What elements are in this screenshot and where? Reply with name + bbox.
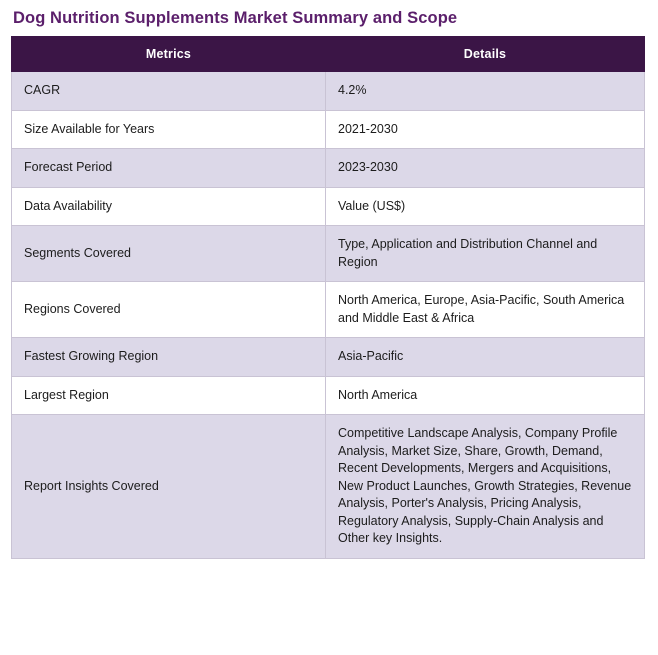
row-detail: 2021-2030 (326, 110, 645, 149)
row-detail: Competitive Landscape Analysis, Company Profile Analysis, Market Size, Share, Growth, Demand, Recent Developments, Mergers and Acquisitions, New Product Launches, Growth Strategies, Revenue Analysis, Porter's Analysis, Pricing Analysis, Regulatory Analysis, Supply-Chain Analysis and Other key Insights. (326, 415, 645, 559)
row-detail: Type, Application and Distribution Channel and Region (326, 226, 645, 282)
row-metric: Data Availability (12, 187, 326, 226)
table-row (12, 282, 645, 338)
row-detail: Value (US$) (326, 187, 645, 226)
table-row (12, 338, 645, 377)
row-metric: Forecast Period (12, 149, 326, 188)
row-metric: Fastest Growing Region (12, 338, 326, 377)
table-header-row (12, 37, 645, 72)
table-row (12, 149, 645, 188)
row-detail: North America, Europe, Asia-Pacific, South America and Middle East & Africa (326, 282, 645, 338)
table-row (12, 226, 645, 282)
column-header-metrics: Metrics (12, 37, 326, 72)
row-metric: Report Insights Covered (12, 415, 326, 559)
row-metric: Regions Covered (12, 282, 326, 338)
table-row (12, 110, 645, 149)
row-detail: North America (326, 376, 645, 415)
column-header-details: Details (326, 37, 645, 72)
row-metric: Size Available for Years (12, 110, 326, 149)
row-metric: CAGR (12, 72, 326, 111)
row-detail: Asia-Pacific (326, 338, 645, 377)
page-title: Dog Nutrition Supplements Market Summary and Scope (13, 9, 458, 27)
row-detail: 2023-2030 (326, 149, 645, 188)
market-summary-table (11, 36, 645, 559)
table-row (12, 187, 645, 226)
row-detail: 4.2% (326, 72, 645, 111)
table-row (12, 415, 645, 559)
row-metric: Largest Region (12, 376, 326, 415)
table-row (12, 376, 645, 415)
table-row (12, 72, 645, 111)
row-metric: Segments Covered (12, 226, 326, 282)
